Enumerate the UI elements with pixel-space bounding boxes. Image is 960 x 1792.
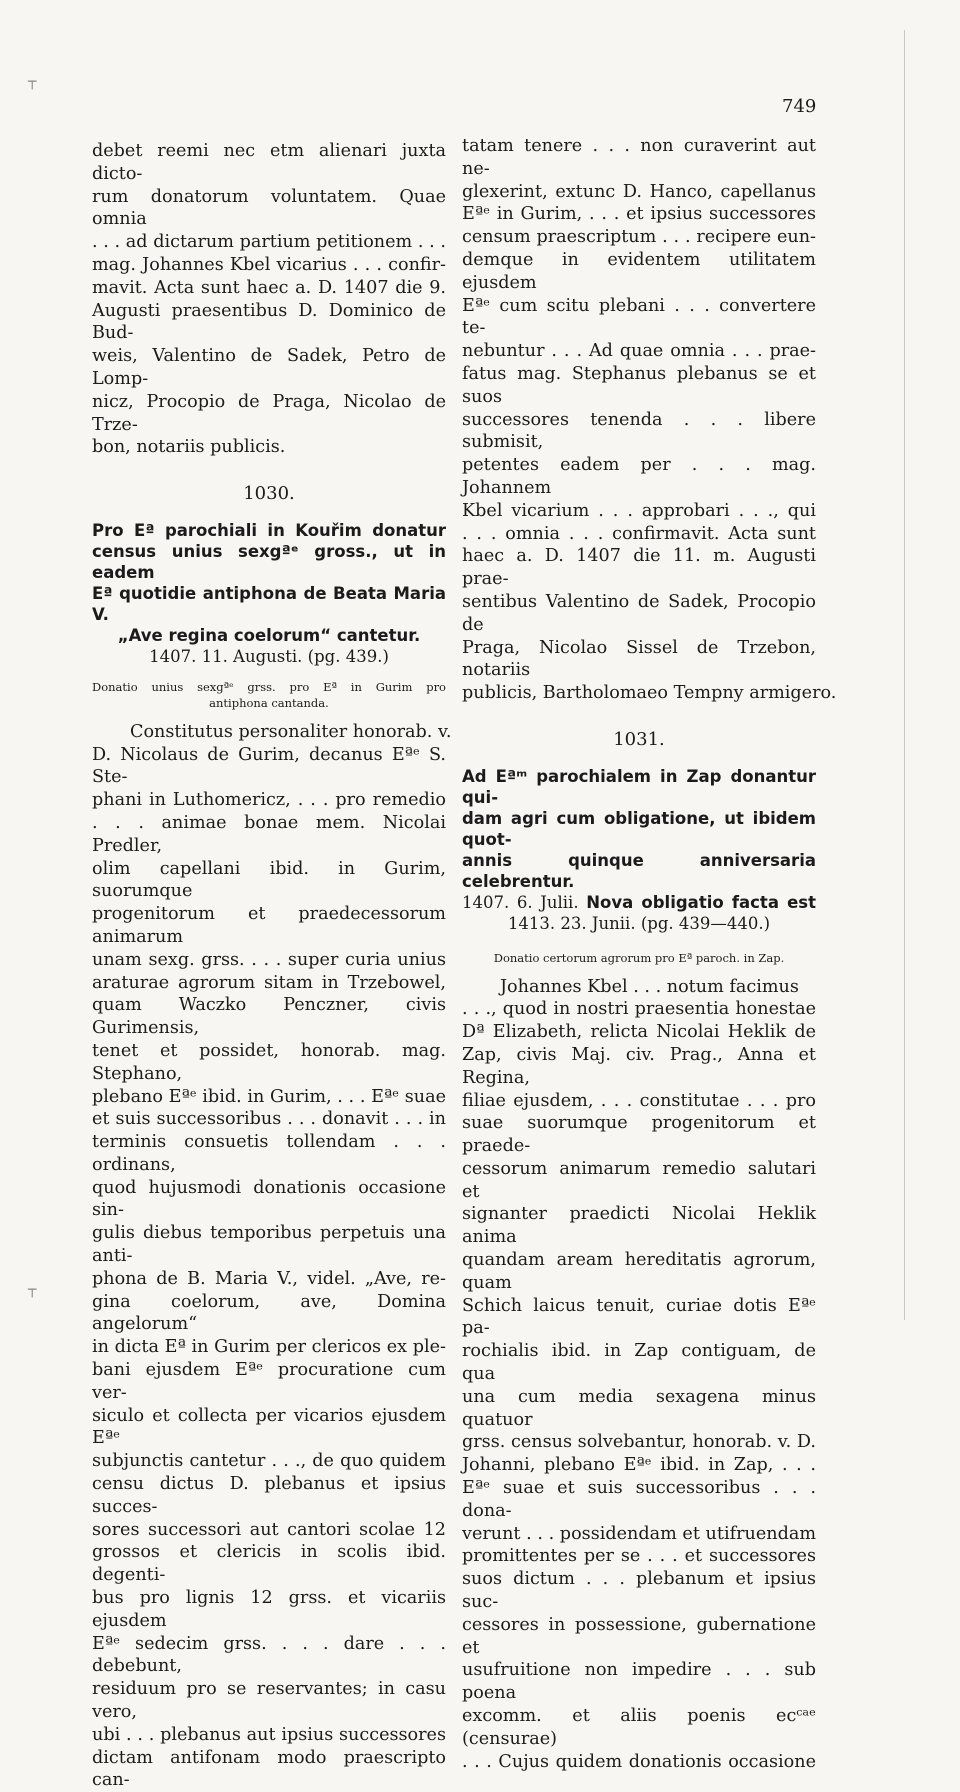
body-line: filiae ejusdem, . . . constitutae . . . pro	[462, 1090, 816, 1111]
body-line: suae suorumque progenitorum et praede-	[462, 1113, 816, 1157]
body-line: . . . Cujus quidem donationis occasione	[462, 1751, 816, 1772]
body-line: cessorum animarum remedio salutari et	[462, 1158, 816, 1202]
text-line: successores tenenda . . . libere submisit,	[462, 409, 816, 453]
body-line: quandam aream hereditatis agrorum, quam	[462, 1250, 816, 1293]
body-line: Zap, civis Maj. civ. Prag., Anna et Regina,	[462, 1044, 816, 1088]
section-body	[462, 976, 816, 1774]
body-line: terminis consuetis tollendam . . . ordinans,	[92, 1132, 446, 1175]
body-line: Eªᵉ suae et suis successoribus . . . dona-	[462, 1478, 816, 1521]
body-line: plebano Eªᵉ ibid. in Gurim, . . . Eªᵉ suae	[92, 1086, 446, 1107]
heading-date-line	[462, 892, 816, 913]
heading-line: Pro Eª parochiali in Kouřim donatur	[92, 520, 446, 540]
page-edge-rule	[904, 30, 905, 1320]
body-line: araturae agrorum sitam in Trzebowel,	[92, 972, 446, 993]
text-line: publicis, Bartholomaeo Tempny armigero.	[462, 683, 837, 704]
body-line: in dicta Eª in Gurim per clericos ex ple-	[92, 1337, 446, 1358]
body-line: ubi . . . plebanus aut ipsius successores	[92, 1724, 446, 1745]
text-line: mavit. Acta sunt haec a. D. 1407 die 9.	[92, 277, 446, 298]
body-line: grss. census solvebantur, honorab. v. D.	[462, 1432, 816, 1453]
body-line: . . ., quod in nostri praesentia honestae	[462, 999, 816, 1020]
text-line: nebuntur . . . Ad quae omnia . . . prae-	[462, 341, 816, 362]
left-intro-paragraph	[92, 140, 446, 459]
section-number: 1030.	[243, 483, 295, 505]
text-line: glexerint, extunc D. Hanco, capellanus	[462, 181, 816, 202]
text-line: censum praescriptum . . . recipere eun-	[462, 227, 816, 248]
body-line: excomm. et aliis poenis ecᶜᵃᵉ (censurae)	[462, 1706, 816, 1749]
text-line: rum donatorum voluntatem. Quae omnia	[92, 186, 446, 230]
body-line: quod hujusmodi donationis occasione sin-	[92, 1177, 446, 1221]
heading-line: annis quinque anniversaria celebrentur.	[462, 850, 816, 891]
right-intro-paragraph	[462, 135, 837, 705]
heading-date-bold: Nova obligatio facta est	[586, 892, 816, 912]
body-line: sores successori aut cantori scolae 12	[92, 1519, 446, 1540]
section-heading	[92, 520, 446, 669]
summary-line: antiphona cantanda.	[209, 695, 329, 710]
text-line: haec a. D. 1407 die 11. m. Augusti prae-	[462, 546, 816, 590]
heading-line: Eª quotidie antiphona de Beata Maria V.	[92, 583, 446, 624]
body-line: Johanni, plebano Eªᵉ ibid. in Zap, . . .	[462, 1455, 816, 1476]
body-line: usufruitione non impedire . . . sub poena	[462, 1660, 816, 1704]
body-line: dictam antifonam modo praescripto can-	[92, 1747, 446, 1791]
heading-line: dam agri cum obligatione, ut ibidem quot-	[462, 808, 816, 849]
text-line: petentes eadem per . . . mag. Johannem	[462, 455, 816, 498]
text-line: . . . omnia . . . confirmavit. Acta sunt	[462, 523, 816, 544]
body-line: bus pro lignis 12 grss. et vicariis ejusdem	[92, 1588, 446, 1631]
body-line: grossos et clericis in scolis ibid. degenti-	[92, 1542, 446, 1586]
text-line: debet reemi nec etm alienari juxta dicto-	[92, 141, 446, 184]
right-column	[462, 135, 837, 1773]
body-line: residuum pro se reservantes; in casu vero,	[92, 1679, 446, 1723]
text-line: . . . ad dictarum partium petitionem . . .	[92, 232, 446, 253]
body-line: signanter praedicti Nicolai Heklik anima	[462, 1204, 816, 1248]
left-column	[92, 140, 452, 1792]
body-line: Schich laicus tenuit, curiae dotis Eªᵉ pa-	[462, 1295, 816, 1339]
summary-line: Donatio certorum agrorum pro Eª paroch. in Zap.	[493, 950, 785, 965]
body-line: rochialis ibid. in Zap contiguam, de qua	[462, 1341, 816, 1385]
body-line: progenitorum et praedecessorum animarum	[92, 904, 446, 947]
heading-date-prefix: 1407. 6. Julii.	[462, 892, 579, 912]
summary-line: Donatio unius sexgªᵉ grss. pro Eª in Gurim pro	[92, 679, 446, 694]
body-line: quam Waczko Penczner, civis Gurimensis,	[92, 995, 446, 1039]
page-number: 749	[782, 96, 817, 117]
body-line: verunt . . . possidendam et utifruendam	[462, 1523, 816, 1544]
section-summary	[92, 679, 446, 711]
body-line: censu dictus D. plebanus et ipsius succes-	[92, 1474, 446, 1517]
body-line: cessores in possessione, gubernatione et	[462, 1614, 816, 1658]
body-line: gulis diebus temporibus perpetuis una anti-	[92, 1223, 446, 1267]
text-line: weis, Valentino de Sadek, Petro de Lomp-	[92, 346, 446, 389]
text-line: sentibus Valentino de Sadek, Procopio de	[462, 591, 816, 635]
section-date: 1407. 11. Augusti. (pg. 439.)	[149, 646, 389, 666]
body-line: bani ejusdem Eªᵉ procuratione cum ver-	[92, 1360, 446, 1403]
body-line: siculo et collecta per vicarios ejusdem Eªᵉ	[92, 1405, 446, 1449]
body-line: et suis successoribus . . . donavit . . . in	[92, 1109, 446, 1130]
text-line: Eªᵉ in Gurim, . . . et ipsius successores	[462, 204, 816, 225]
body-line: phona de B. Maria V., videl. „Ave, re-	[92, 1268, 446, 1289]
text-line: Praga, Nicolao Sissel de Trzebon, notariis	[462, 637, 816, 681]
body-line: tenet et possidet, honorab. mag. Stephano,	[92, 1040, 446, 1084]
text-line: mag. Johannes Kbel vicarius . . . confir-	[92, 254, 446, 275]
margin-pin-mark-bottom: ┬	[28, 1282, 37, 1298]
body-line: Eªᵉ sedecim grss. . . . dare . . . debebunt,	[92, 1633, 446, 1677]
text-line: nicz, Procopio de Praga, Nicolao de Trze-	[92, 391, 446, 435]
body-line: una cum media sexagena minus quatuor	[462, 1386, 816, 1430]
text-line: Kbel vicarium . . . approbari . . ., qui	[462, 500, 816, 521]
body-line: D. Nicolaus de Gurim, decanus Eªᵉ S. Ste-	[92, 744, 446, 788]
section-summary	[462, 950, 816, 966]
heading-line: census unius sexgªᵉ gross., ut in eadem	[92, 541, 446, 582]
body-line: olim capellani ibid. in Gurim, suorumque	[92, 858, 446, 902]
body-line: Dª Elizabeth, relicta Nicolai Heklik de	[462, 1022, 816, 1043]
section-body	[92, 721, 452, 1792]
body-line: phani in Luthomericz, . . . pro remedio	[92, 790, 446, 811]
body-first-line: Constitutus personaliter honorab. v.	[130, 721, 452, 742]
body-line: gina coelorum, ave, Domina angelorum“	[92, 1291, 446, 1335]
body-line: unam sexg. grss. . . . super curia unius	[92, 949, 446, 970]
text-line: fatus mag. Stephanus plebanus se et suos	[462, 363, 816, 407]
section-heading	[462, 766, 816, 936]
heading-line: Ad Eªᵐ parochialem in Zap donantur qui-	[462, 766, 816, 807]
text-line: bon, notariis publicis.	[92, 437, 286, 458]
section-number: 1031.	[613, 728, 665, 750]
body-line: . . . animae bonae mem. Nicolai Predler,	[92, 812, 446, 856]
body-line: subjunctis cantetur . . ., de quo quidem	[92, 1451, 446, 1472]
text-line: tatam tenere . . . non curaverint aut ne-	[462, 136, 816, 179]
text-line: Eªᵉ cum scitu plebani . . . convertere te-	[462, 295, 816, 339]
heading-date-line2: 1413. 23. Junii. (pg. 439—440.)	[507, 913, 771, 933]
body-first-line: Johannes Kbel . . . notum facimus	[500, 976, 799, 997]
text-line: demque in evidentem utilitatem ejusdem	[462, 249, 816, 293]
heading-line: „Ave regina coelorum“ cantetur.	[117, 625, 421, 645]
body-line: suos dictum . . . plebanum et ipsius suc-	[462, 1569, 816, 1613]
text-line: Augusti praesentibus D. Dominico de Bud-	[92, 300, 446, 344]
body-line: promittentes per se . . . et successores	[462, 1546, 816, 1567]
margin-pin-mark: ┬	[28, 74, 37, 90]
